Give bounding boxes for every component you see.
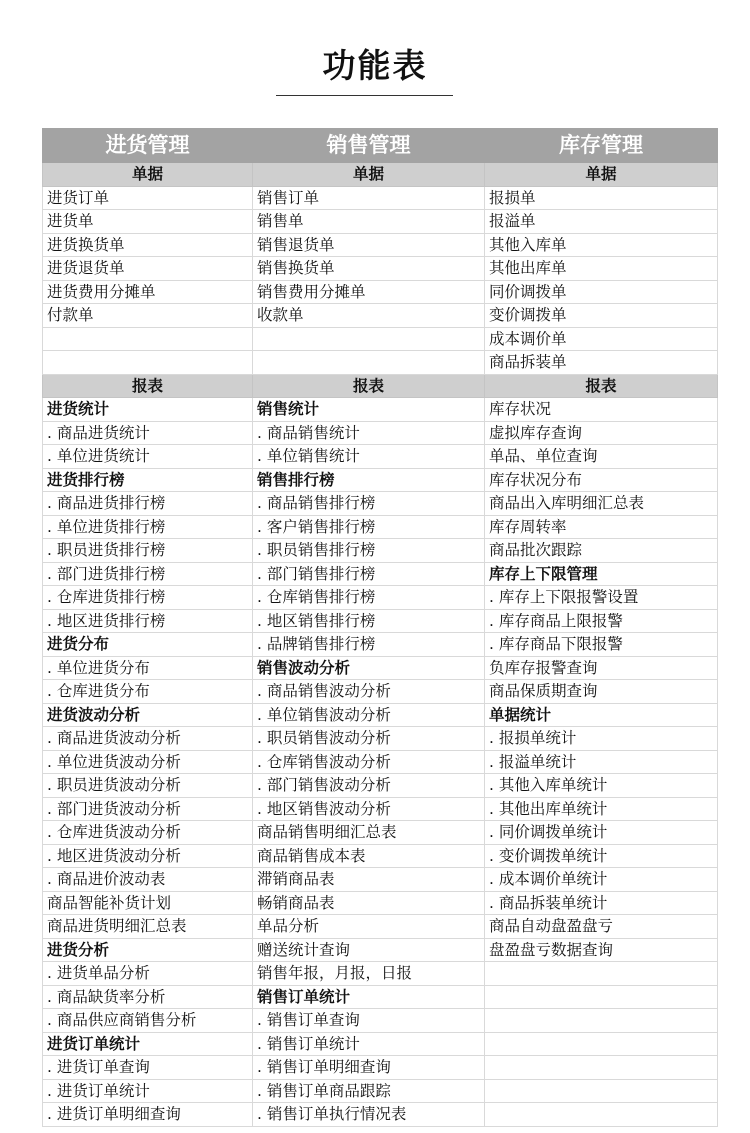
reports-cell-sales: . 销售订单商品跟踪 — [253, 1079, 485, 1103]
reports-cell-inventory: . 报溢单统计 — [485, 750, 718, 774]
table-row — [43, 304, 718, 328]
documents-cell-purchase — [43, 351, 253, 375]
reports-cell-inventory — [485, 1103, 718, 1127]
reports-cell-inventory: . 商品拆装单统计 — [485, 891, 718, 915]
documents-cell-sales: 销售费用分摊单 — [253, 280, 485, 304]
reports-cell-purchase: 进货订单统计 — [43, 1032, 253, 1056]
documents-cell-purchase — [43, 327, 253, 351]
reports-cell-purchase: . 地区进货波动分析 — [43, 844, 253, 868]
column-header-purchase: 进货管理 — [43, 129, 253, 163]
documents-cell-inventory: 商品拆装单 — [485, 351, 718, 375]
table-row — [43, 280, 718, 304]
reports-cell-inventory — [485, 1056, 718, 1080]
table-row — [43, 1009, 718, 1033]
table-row — [43, 327, 718, 351]
reports-cell-sales: 赠送统计查询 — [253, 938, 485, 962]
documents-cell-sales: 销售退货单 — [253, 233, 485, 257]
reports-cell-sales: . 商品销售统计 — [253, 421, 485, 445]
reports-cell-inventory: . 其他入库单统计 — [485, 774, 718, 798]
documents-cell-inventory: 变价调拨单 — [485, 304, 718, 328]
table-row — [43, 186, 718, 210]
reports-cell-sales: . 仓库销售排行榜 — [253, 586, 485, 610]
reports-header-inventory: 报表 — [485, 374, 718, 398]
reports-cell-sales: . 职员销售波动分析 — [253, 727, 485, 751]
documents-cell-inventory: 其他出库单 — [485, 257, 718, 281]
table-row — [43, 703, 718, 727]
reports-cell-sales: . 部门销售波动分析 — [253, 774, 485, 798]
documents-cell-inventory: 同价调拨单 — [485, 280, 718, 304]
reports-cell-sales: 销售排行榜 — [253, 468, 485, 492]
reports-cell-inventory: 库存周转率 — [485, 515, 718, 539]
title-underline — [276, 95, 453, 96]
reports-cell-inventory: 负库存报警查询 — [485, 656, 718, 680]
reports-cell-sales: . 商品销售波动分析 — [253, 680, 485, 704]
table-row — [43, 985, 718, 1009]
reports-cell-sales: 商品销售明细汇总表 — [253, 821, 485, 845]
reports-cell-inventory: . 成本调价单统计 — [485, 868, 718, 892]
reports-section-header — [43, 374, 718, 398]
function-table — [42, 128, 718, 1127]
table-row — [43, 210, 718, 234]
table-row — [43, 891, 718, 915]
table-row — [43, 515, 718, 539]
reports-cell-sales: . 部门销售排行榜 — [253, 562, 485, 586]
table-row — [43, 1056, 718, 1080]
table-row — [43, 656, 718, 680]
reports-cell-sales: 畅销商品表 — [253, 891, 485, 915]
reports-cell-sales: . 销售订单执行情况表 — [253, 1103, 485, 1127]
table-row — [43, 962, 718, 986]
table-row — [43, 445, 718, 469]
reports-cell-inventory: . 库存商品下限报警 — [485, 633, 718, 657]
documents-cell-sales — [253, 327, 485, 351]
table-row — [43, 398, 718, 422]
reports-cell-sales: . 职员销售排行榜 — [253, 539, 485, 563]
table-row — [43, 915, 718, 939]
documents-cell-purchase: 进货换货单 — [43, 233, 253, 257]
reports-cell-purchase: . 进货单品分析 — [43, 962, 253, 986]
documents-cell-sales — [253, 351, 485, 375]
reports-cell-inventory: . 变价调拨单统计 — [485, 844, 718, 868]
reports-cell-inventory — [485, 1009, 718, 1033]
page-title: 功能表 — [322, 46, 428, 85]
reports-cell-sales: . 单位销售统计 — [253, 445, 485, 469]
table-row — [43, 938, 718, 962]
documents-cell-inventory: 其他入库单 — [485, 233, 718, 257]
documents-header-sales: 单据 — [253, 163, 485, 187]
table-row — [43, 539, 718, 563]
reports-header-purchase: 报表 — [43, 374, 253, 398]
reports-cell-purchase: . 商品进货波动分析 — [43, 727, 253, 751]
documents-cell-inventory: 报损单 — [485, 186, 718, 210]
reports-cell-sales: . 仓库销售波动分析 — [253, 750, 485, 774]
table-row — [43, 1079, 718, 1103]
column-header-inventory: 库存管理 — [485, 129, 718, 163]
reports-cell-purchase: . 商品进货统计 — [43, 421, 253, 445]
table-row — [43, 421, 718, 445]
reports-cell-inventory: . 同价调拨单统计 — [485, 821, 718, 845]
column-header-sales: 销售管理 — [253, 129, 485, 163]
table-row — [43, 797, 718, 821]
reports-cell-purchase: 进货分析 — [43, 938, 253, 962]
reports-cell-purchase: . 部门进货排行榜 — [43, 562, 253, 586]
reports-cell-inventory: 盘盈盘亏数据查询 — [485, 938, 718, 962]
reports-cell-inventory: . 其他出库单统计 — [485, 797, 718, 821]
reports-cell-sales: 销售订单统计 — [253, 985, 485, 1009]
table-row — [43, 844, 718, 868]
table-row — [43, 586, 718, 610]
reports-cell-purchase: 进货分布 — [43, 633, 253, 657]
table-row — [43, 727, 718, 751]
table-row — [43, 257, 718, 281]
table-row — [43, 1032, 718, 1056]
documents-cell-sales: 销售换货单 — [253, 257, 485, 281]
reports-cell-purchase: . 商品进价波动表 — [43, 868, 253, 892]
reports-cell-purchase: 进货波动分析 — [43, 703, 253, 727]
reports-header-sales: 报表 — [253, 374, 485, 398]
reports-cell-inventory — [485, 962, 718, 986]
reports-cell-purchase: . 单位进货统计 — [43, 445, 253, 469]
documents-cell-purchase: 进货订单 — [43, 186, 253, 210]
reports-cell-inventory: 商品自动盘盈盘亏 — [485, 915, 718, 939]
table-row — [43, 774, 718, 798]
table-row — [43, 633, 718, 657]
reports-cell-purchase: . 单位进货分布 — [43, 656, 253, 680]
reports-cell-purchase: . 仓库进货波动分析 — [43, 821, 253, 845]
reports-cell-purchase: . 部门进货波动分析 — [43, 797, 253, 821]
reports-cell-inventory: 库存状况分布 — [485, 468, 718, 492]
documents-section-header — [43, 163, 718, 187]
table-row — [43, 351, 718, 375]
reports-cell-inventory — [485, 1079, 718, 1103]
documents-cell-sales: 销售订单 — [253, 186, 485, 210]
reports-cell-purchase: . 地区进货排行榜 — [43, 609, 253, 633]
table-row — [43, 609, 718, 633]
reports-cell-sales: . 商品销售排行榜 — [253, 492, 485, 516]
reports-cell-inventory — [485, 985, 718, 1009]
documents-cell-purchase: 进货费用分摊单 — [43, 280, 253, 304]
table-row — [43, 468, 718, 492]
table-row — [43, 1103, 718, 1127]
documents-cell-inventory: 报溢单 — [485, 210, 718, 234]
reports-cell-inventory: 单品、单位查询 — [485, 445, 718, 469]
documents-cell-sales: 销售单 — [253, 210, 485, 234]
documents-cell-purchase: 付款单 — [43, 304, 253, 328]
documents-cell-inventory: 成本调价单 — [485, 327, 718, 351]
reports-cell-purchase: . 进货订单统计 — [43, 1079, 253, 1103]
reports-cell-inventory: . 库存商品上限报警 — [485, 609, 718, 633]
reports-cell-sales: . 销售订单明细查询 — [253, 1056, 485, 1080]
reports-cell-inventory: . 库存上下限报警设置 — [485, 586, 718, 610]
reports-cell-sales: . 地区销售波动分析 — [253, 797, 485, 821]
reports-cell-sales: 销售波动分析 — [253, 656, 485, 680]
reports-cell-inventory: 虚拟库存查询 — [485, 421, 718, 445]
reports-cell-sales: . 单位销售波动分析 — [253, 703, 485, 727]
reports-cell-sales: . 销售订单统计 — [253, 1032, 485, 1056]
reports-cell-purchase: . 职员进货排行榜 — [43, 539, 253, 563]
reports-cell-inventory: 单据统计 — [485, 703, 718, 727]
reports-cell-purchase: . 商品供应商销售分析 — [43, 1009, 253, 1033]
reports-cell-sales: . 销售订单查询 — [253, 1009, 485, 1033]
reports-cell-inventory: 库存状况 — [485, 398, 718, 422]
documents-cell-sales: 收款单 — [253, 304, 485, 328]
reports-cell-inventory: 商品批次跟踪 — [485, 539, 718, 563]
reports-cell-purchase: 商品智能补货计划 — [43, 891, 253, 915]
documents-cell-purchase: 进货单 — [43, 210, 253, 234]
documents-cell-purchase: 进货退货单 — [43, 257, 253, 281]
reports-cell-sales: . 地区销售排行榜 — [253, 609, 485, 633]
table-row — [43, 233, 718, 257]
reports-cell-inventory: 库存上下限管理 — [485, 562, 718, 586]
reports-cell-inventory: 商品保质期查询 — [485, 680, 718, 704]
table-row — [43, 868, 718, 892]
reports-cell-inventory: 商品出入库明细汇总表 — [485, 492, 718, 516]
reports-cell-inventory: . 报损单统计 — [485, 727, 718, 751]
reports-cell-purchase: . 单位进货波动分析 — [43, 750, 253, 774]
reports-cell-sales: 销售统计 — [253, 398, 485, 422]
column-header-row — [43, 129, 718, 163]
table-row — [43, 562, 718, 586]
table-row — [43, 750, 718, 774]
reports-cell-sales: 商品销售成本表 — [253, 844, 485, 868]
reports-cell-purchase: . 职员进货波动分析 — [43, 774, 253, 798]
reports-cell-purchase: . 进货订单明细查询 — [43, 1103, 253, 1127]
reports-cell-sales: . 品牌销售排行榜 — [253, 633, 485, 657]
reports-cell-purchase: . 单位进货排行榜 — [43, 515, 253, 539]
table-row — [43, 821, 718, 845]
reports-cell-purchase: . 仓库进货排行榜 — [43, 586, 253, 610]
reports-cell-purchase: . 商品缺货率分析 — [43, 985, 253, 1009]
reports-cell-purchase: 进货统计 — [43, 398, 253, 422]
reports-cell-purchase: 进货排行榜 — [43, 468, 253, 492]
reports-cell-purchase: . 进货订单查询 — [43, 1056, 253, 1080]
reports-cell-purchase: . 仓库进货分布 — [43, 680, 253, 704]
reports-cell-sales: . 客户销售排行榜 — [253, 515, 485, 539]
reports-cell-sales: 销售年报，月报，日报 — [253, 962, 485, 986]
table-row — [43, 492, 718, 516]
table-row — [43, 680, 718, 704]
documents-header-purchase: 单据 — [43, 163, 253, 187]
reports-cell-sales: 滞销商品表 — [253, 868, 485, 892]
reports-cell-inventory — [485, 1032, 718, 1056]
reports-cell-purchase: 商品进货明细汇总表 — [43, 915, 253, 939]
documents-header-inventory: 单据 — [485, 163, 718, 187]
reports-cell-purchase: . 商品进货排行榜 — [43, 492, 253, 516]
reports-cell-sales: 单品分析 — [253, 915, 485, 939]
